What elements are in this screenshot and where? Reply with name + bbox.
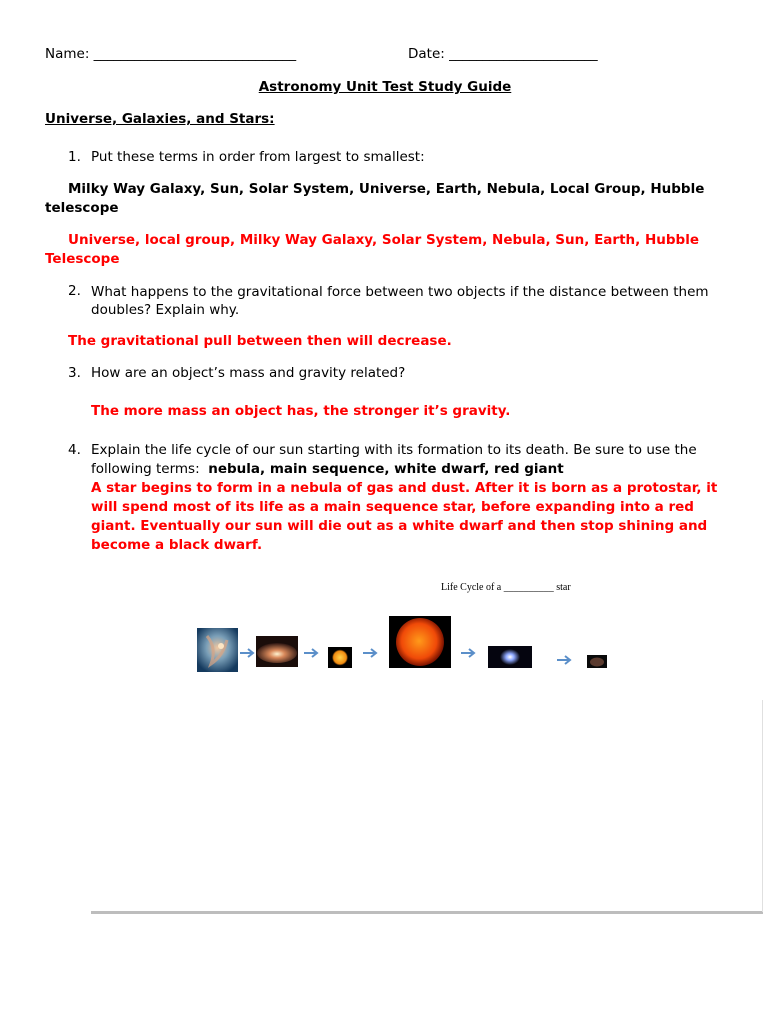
arrow-icon: [460, 648, 478, 658]
question-4-answer: A star begins to form in a nebula of gas and dust. After it is born as a protostar, it will spend most of its life as a main sequence star, before expanding into a red giant. Eventually our sun will die out as a white dwarf and then stop shining and become a black dwarf.: [91, 480, 718, 553]
question-number: 1.: [68, 149, 81, 165]
question-1-terms: Milky Way Galaxy, Sun, Solar System, Universe, Earth, Nebula, Local Group, Hubble telescope: [45, 181, 705, 216]
question-4-text: [91, 441, 731, 479]
arrow-icon: [303, 648, 321, 658]
page-title: Astronomy Unit Test Study Guide: [258, 79, 512, 95]
main-sequence-star-image: [328, 647, 352, 668]
frame-bottom-border: [91, 911, 763, 914]
frame-right-border: [762, 700, 763, 912]
arrow-icon: [556, 655, 574, 665]
arrow-icon: [239, 648, 257, 658]
question-3-answer: The more mass an object has, the stronger it’s gravity.: [91, 403, 511, 419]
question-number: 3.: [68, 365, 81, 381]
question-2-text: What happens to the gravitational force between two objects if the distance between them doubles? Explain why.: [91, 284, 709, 318]
question-number: 2.: [68, 283, 81, 299]
black-dwarf-image: [587, 655, 607, 668]
question-4-prompt: Explain the life cycle of our sun starting with its formation to its death. Be sure to use the following terms:: [91, 442, 697, 477]
question-number: 4.: [68, 442, 81, 458]
nebula-image: [197, 628, 238, 672]
question-3-text: How are an object’s mass and gravity related?: [91, 365, 406, 381]
protostar-image: [256, 636, 298, 667]
arrow-icon: [362, 648, 380, 658]
section-heading: Universe, Galaxies, and Stars:: [45, 111, 275, 127]
question-1-text: Put these terms in order from largest to smallest:: [91, 149, 425, 165]
question-2-answer: The gravitational pull between then will decrease.: [68, 333, 452, 349]
diagram-caption: Life Cycle of a __________ star: [441, 582, 571, 593]
question-1-answer: Universe, local group, Milky Way Galaxy, Solar System, Nebula, Sun, Earth, Hubble Telescope: [45, 232, 699, 267]
name-field-label: Name: ______________________________: [45, 46, 297, 62]
date-field-label: Date: ______________________: [408, 46, 598, 62]
white-dwarf-image: [488, 646, 532, 668]
red-giant-image: [389, 616, 451, 668]
question-4-terms: nebula, main sequence, white dwarf, red giant: [208, 461, 564, 477]
